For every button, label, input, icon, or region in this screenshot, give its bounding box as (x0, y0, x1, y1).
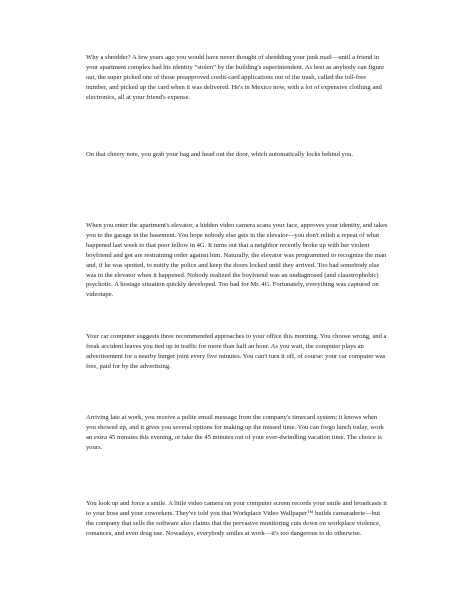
paragraph-elevator: When you enter the apartment's elevator, a hidden video camera scans your face, approves your identity, and takes you to the garage in the basement. You hope nobody else gets in the elevator—you don't relish a repeat of what happened last week to that poor fellow in 4G. It turns out that a neighbor recently broke up with her violent boyfriend and got are restraining order against him. Naturally, the elevator was programmed to recognize the man and, if he was spotted, to notify the police and keep the doors locked until they arrived. Too bad somebody else was in the elevator when it happened. Nobody realized the boyfriend was an undiagnosed (and claustrophobic) psychotic. A hostage situation quickly developed. Too bad for Mr. 4G. Fortunately, everything was captured on videotape. (86, 222, 388, 299)
paragraph-car-computer: Your car computer suggests three recommended approaches to your office this morning. You choose wrong, and a freak accident leaves you tied up in traffic for more than half an hour. As you wait, the computer plays an advertisement for a nearby burger joint every five minutes. You can't turn it off, of course: your car computer was free, paid for by the advertising. (86, 333, 387, 370)
paragraph-video-wallpaper: You look up and force a smile. A little video camera on your computer screen records your smile and broadcasts it to your boss and your coworkers. They've told you that Workplace Video Wallpaper™ builds camaraderie—but the company that sells the software also claims that the pervasive monitoring cuts down on workplace violence, romances, and even drug use. Nowadays, everybody smiles at work—it's too dangerous to do otherwise. (86, 500, 387, 537)
paragraph-door: On that cheery note, you grab your bag and head out the door, which automatically locks behind you. (86, 151, 354, 158)
paragraph-timecard: Arriving late at work, you receive a polite email message from the company's timecard system; it knows when you showed up, and it gives you several options for making up the missed time. You can forgo lunch today, work an extra 45 minutes this evening, or take the 45 minutes out of your ever-dwindling vacation time. The choice is yours. (86, 414, 384, 451)
paragraph-shredder: Why a shredder? A few years ago you would have never thought of shredding your junk mail—until a friend in your apartment complex had his identity “stolen” by the building's superintendent. As best as anybody can figure out, the super picked one of those preapproved credit-card applications out of the trash, called the toll-free number, and picked up the card when it was delivered. He's in Mexico now, with a lot of expensive clothing and electronics, all at your friend's expense. (86, 54, 385, 101)
